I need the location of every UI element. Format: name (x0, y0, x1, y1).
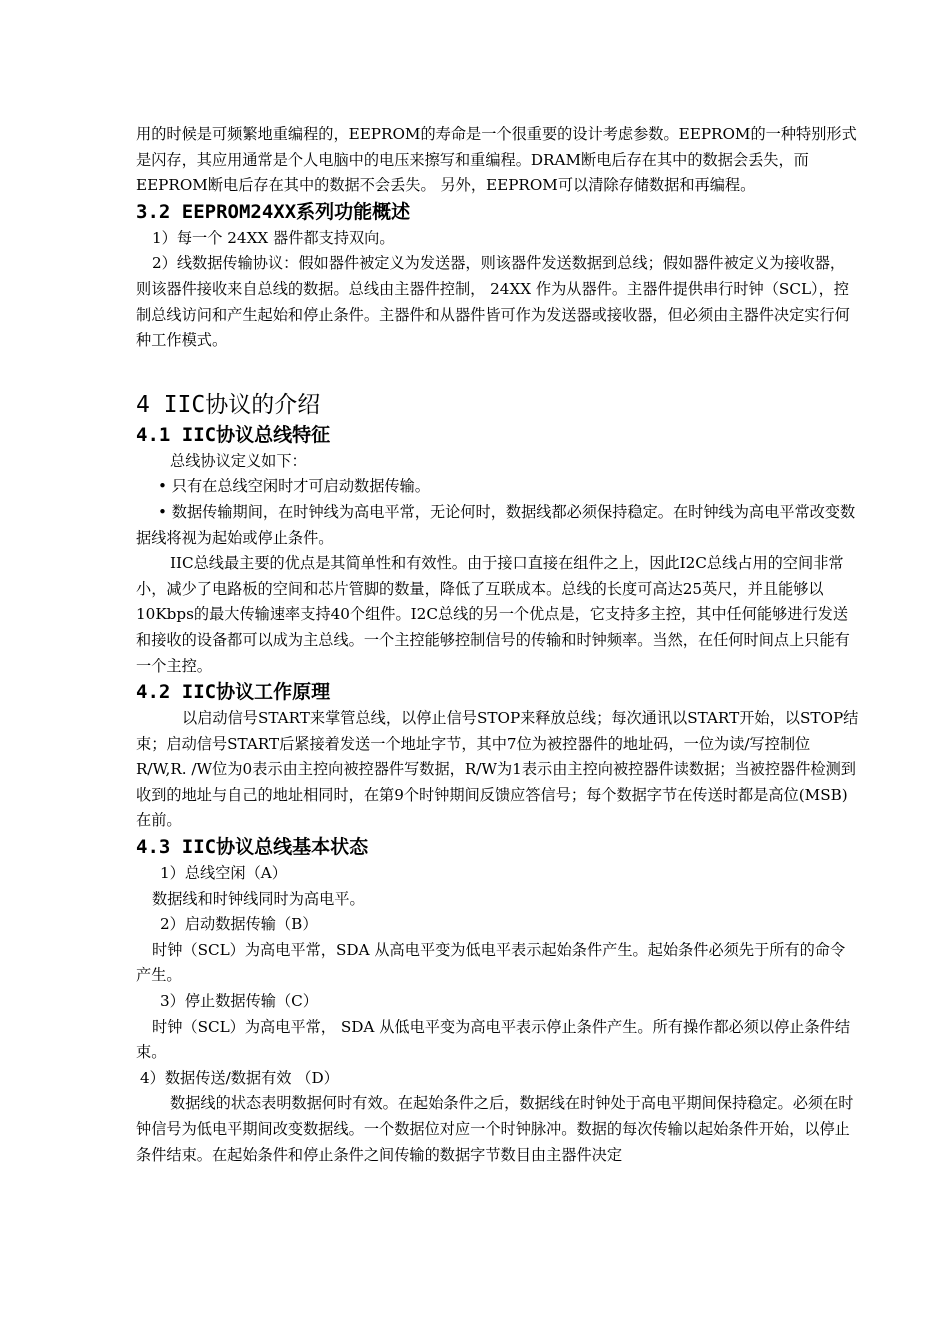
bus-protocol-definition: 总线协议定义如下： (170, 451, 307, 470)
state-d-title: 4）数据传送/数据有效 （D） (140, 1068, 339, 1087)
section-3-2-heading: 3.2 EEPROM24XX系列功能概述 (136, 200, 411, 223)
state-c-body: 时钟（SCL）为高电平常， SDA 从低电平变为高电平表示停止条件产生。所有操作都必须以停止条件结束。 (136, 1017, 851, 1062)
state-d-body: 数据线的状态表明数据何时有效。在起始条件之后，数据线在时钟处于高电平期间保持稳定。必须在时钟信号为低电平期间改变数据线。一个数据位对应一个时钟脉冲。数据的每次传输以起始条件开始，以停止条件结束。在起始条件和停止条件之间传输的数据字节数目由主器件决定 (136, 1094, 854, 1164)
section-3-2-item-2: 2）线数据传输协议：假如器件被定义为发送器，则该器件发送数据到总线；假如器件被定义为接收器，则该器件接收来自总线的数据。总线由主器件控制， 24XX 作为从器件。主器件提供串行时钟（SCL），控制总线访问和产生起始和停止条件。主器件和从器件皆可作为发送器或接收器，但必须由主器件决定实行何种工作模式。 (136, 254, 850, 350)
state-a-title: 1）总线空闲（A） (160, 864, 287, 883)
state-a-body: 数据线和时钟线同时为高电平。 (152, 889, 365, 908)
bullet-item-2: • 数据传输期间，在时钟线为高电平常，无论何时，数据线都必须保持稳定。在时钟线为高电平常改变数据线将视为起始或停止条件。 (136, 502, 856, 547)
state-c-title: 3）停止数据传输（C） (160, 992, 318, 1011)
section-4-heading: 4 IIC协议的介绍 (136, 391, 321, 418)
bullet-item-1: • 只有在总线空闲时才可启动数据传输。 (158, 477, 430, 496)
iic-advantages-paragraph: IIC总线最主要的优点是其简单性和有效性。由于接口直接在组件之上，因此I2C总线占用的空间非常小，减少了电路板的空间和芯片管脚的数量，降低了互联成本。总线的长度可高达25英尺，并且能够以10Kbps的最大传输速率支持40个组件。I2C总线的另一个优点是，它支持多主控，其中任何能够进行发送和接收的设备都可以成为主总线。一个主控能够控制信号的传输和时钟频率。当然，在任何时间点上只能有一个主控。 (136, 554, 850, 675)
eeprom-intro-paragraph: 用的时候是可频繁地重编程的，EEPROM的寿命是一个很重要的设计考虑参数。EEPROM的一种特别形式是闪存，其应用通常是个人电脑中的电压来擦写和重编程。DRAM断电后存在其中的数据会丢失，而EEPROM断电后存在其中的数据不会丢失。 另外，EEPROM可以清除存储数据和再编程。 (136, 125, 857, 195)
state-b-body: 时钟（SCL）为高电平常，SDA 从高电平变为低电平表示起始条件产生。起始条件必须先于所有的命令产生。 (136, 940, 846, 985)
section-4-3-heading: 4.3 IIC协议总线基本状态 (136, 836, 369, 859)
state-b-title: 2）启动数据传输（B） (160, 915, 318, 934)
section-3-2-item-1: 1）每一个 24XX 器件都支持双向。 (152, 228, 395, 247)
section-4-2-heading: 4.2 IIC协议工作原理 (136, 681, 331, 704)
section-4-1-heading: 4.1 IIC协议总线特征 (136, 423, 331, 446)
working-principle-paragraph: 以启动信号START来掌管总线，以停止信号STOP来释放总线；每次通讯以START开始，以STOP结束；启动信号START后紧接着发送一个地址字节，其中7位为被控器件的地址码，一位为读/写控制位R/W,R. /W位为0表示由主控向被控器件写数据，R/W为1表示由主控向被控器件读数据；当被控器件检测到收到的地址与自己的地址相同时，在第9个时钟期间反馈应答信号；每个数据字节在传送时都是高位(MSB)在前。 (136, 709, 859, 830)
document-page (136, 122, 860, 1168)
section-spacer (136, 354, 860, 388)
